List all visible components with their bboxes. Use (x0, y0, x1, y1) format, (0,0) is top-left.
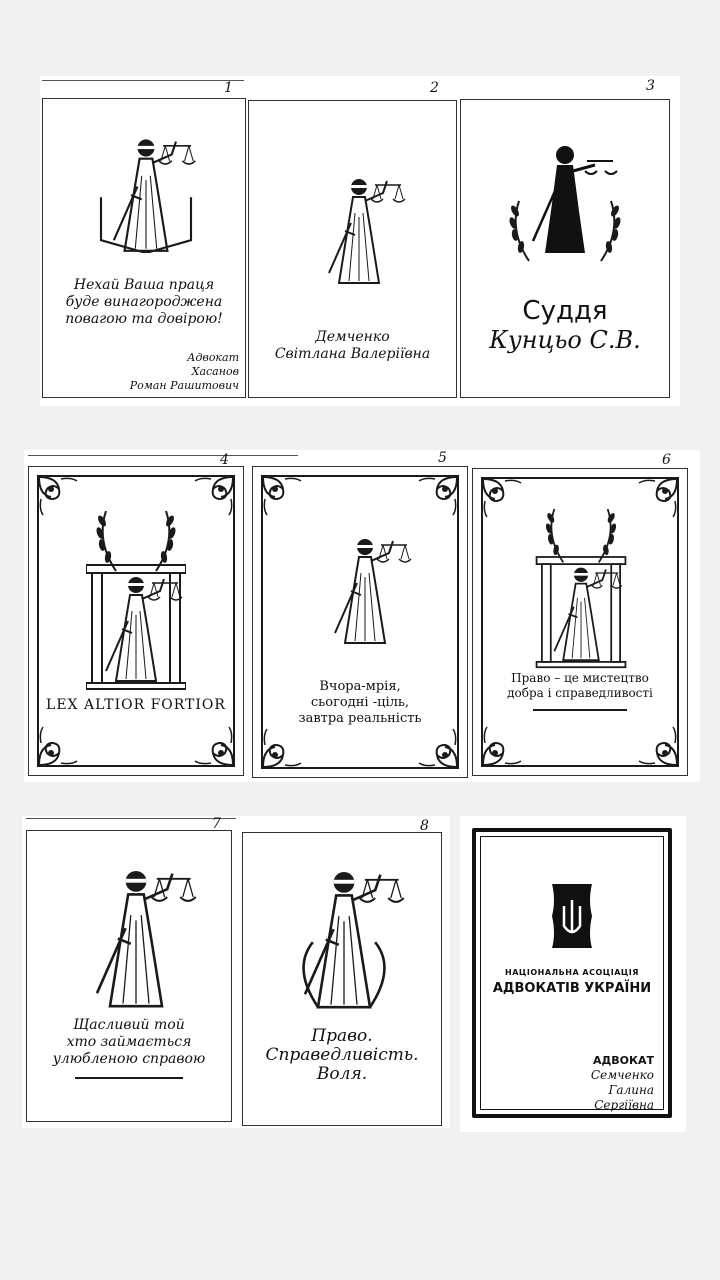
card-2[interactable] (248, 100, 457, 398)
card-6-line: Право – це мистецтво (511, 671, 649, 685)
card-8-line: Право. (311, 1026, 373, 1046)
card-4-motto: LEX ALTIOR FORTIOR (46, 697, 226, 713)
card-6-text (473, 671, 687, 701)
card-number-4: 4 (220, 452, 229, 468)
themis-sword-icon (315, 503, 415, 675)
themis-statue-icon (309, 149, 409, 309)
corner-ornament-icon (415, 475, 459, 519)
name-line: Світлана Валеріївна (274, 346, 431, 362)
card-7-text (27, 1017, 231, 1068)
card-5-line: Вчора-мрія, (319, 679, 401, 694)
card-2-name (249, 329, 456, 363)
card-9-name (591, 1068, 654, 1113)
card-8[interactable] (242, 832, 442, 1126)
card-number-6: 6 (662, 452, 671, 468)
themis-laurel-icon (505, 136, 625, 276)
card-number-7: 7 (212, 816, 221, 832)
card-1-line: Нехай Ваша праця (73, 277, 215, 293)
name-line: Семченко (590, 1068, 654, 1082)
themis-blindfold-icon (71, 861, 201, 1011)
card-number-3: 3 (646, 78, 655, 94)
card-7-line: Щасливий той (73, 1017, 185, 1033)
card-number-1: 1 (224, 80, 233, 96)
corner-ornament-icon (261, 725, 305, 769)
card-8-line: Справедливість. (265, 1045, 419, 1065)
card-9-association (464, 968, 680, 996)
corner-ornament-icon (635, 723, 679, 767)
card-7[interactable] (26, 830, 232, 1122)
card-5-text (253, 679, 467, 727)
card-7-tab (26, 818, 236, 819)
card-3-name: Кунцьо С.В. (489, 326, 641, 354)
signature-line: Роман Рашитович (129, 379, 239, 392)
card-4-tab (28, 455, 298, 456)
divider-ornament (75, 1077, 183, 1079)
themis-columns-icon (535, 509, 627, 669)
association-line: АДВОКАТІВ УКРАЇНИ (492, 981, 652, 996)
card-4[interactable] (28, 466, 244, 776)
signature-line: Адвокат (187, 351, 239, 364)
corner-ornament-icon (481, 477, 525, 521)
corner-ornament-icon (37, 475, 81, 519)
card-5[interactable] (252, 466, 468, 778)
card-5-line: сьогодні -ціль, (310, 695, 410, 710)
card-9[interactable] (464, 818, 680, 1128)
corner-ornament-icon (191, 723, 235, 767)
card-3-title: Суддя (522, 296, 608, 326)
corner-ornament-icon (191, 475, 235, 519)
card-1[interactable] (42, 98, 246, 398)
corner-ornament-icon (481, 723, 525, 767)
divider-ornament (533, 709, 627, 711)
name-line: Сергіївна (594, 1098, 654, 1112)
card-1-line: повагою та довірою! (65, 311, 223, 327)
card-6-line: добра і справедливості (507, 686, 653, 700)
name-line: Демченко (315, 329, 390, 345)
themis-columns-icon (86, 511, 186, 691)
name-line: Галина (608, 1083, 654, 1097)
card-number-8: 8 (420, 818, 429, 834)
corner-ornament-icon (37, 723, 81, 767)
card-1-signature (130, 351, 239, 393)
corner-ornament-icon (261, 475, 305, 519)
card-5-line: завтра реальність (298, 711, 422, 726)
bar-association-emblem-icon (544, 880, 600, 952)
corner-ornament-icon (635, 477, 679, 521)
card-1-text (43, 277, 245, 328)
card-7-line: улюбленою справою (52, 1051, 206, 1067)
association-line: НАЦІОНАЛЬНА АСОЦІАЦІЯ (505, 968, 639, 977)
card-1-tab (42, 80, 244, 81)
card-6[interactable] (472, 468, 688, 776)
card-7-line: хто займається (66, 1034, 192, 1050)
card-8-text (243, 1027, 441, 1084)
card-number-2: 2 (430, 80, 439, 96)
themis-flames-icon (279, 857, 409, 1017)
card-1-line: буде винагороджена (65, 294, 223, 310)
corner-ornament-icon (415, 725, 459, 769)
card-number-5: 5 (438, 450, 447, 466)
card-8-line: Воля. (316, 1064, 368, 1084)
themis-scales-icon (91, 133, 201, 253)
card-9-role: АДВОКАТ (592, 1054, 654, 1067)
card-3[interactable] (460, 99, 670, 398)
signature-line: Хасанов (191, 365, 239, 378)
